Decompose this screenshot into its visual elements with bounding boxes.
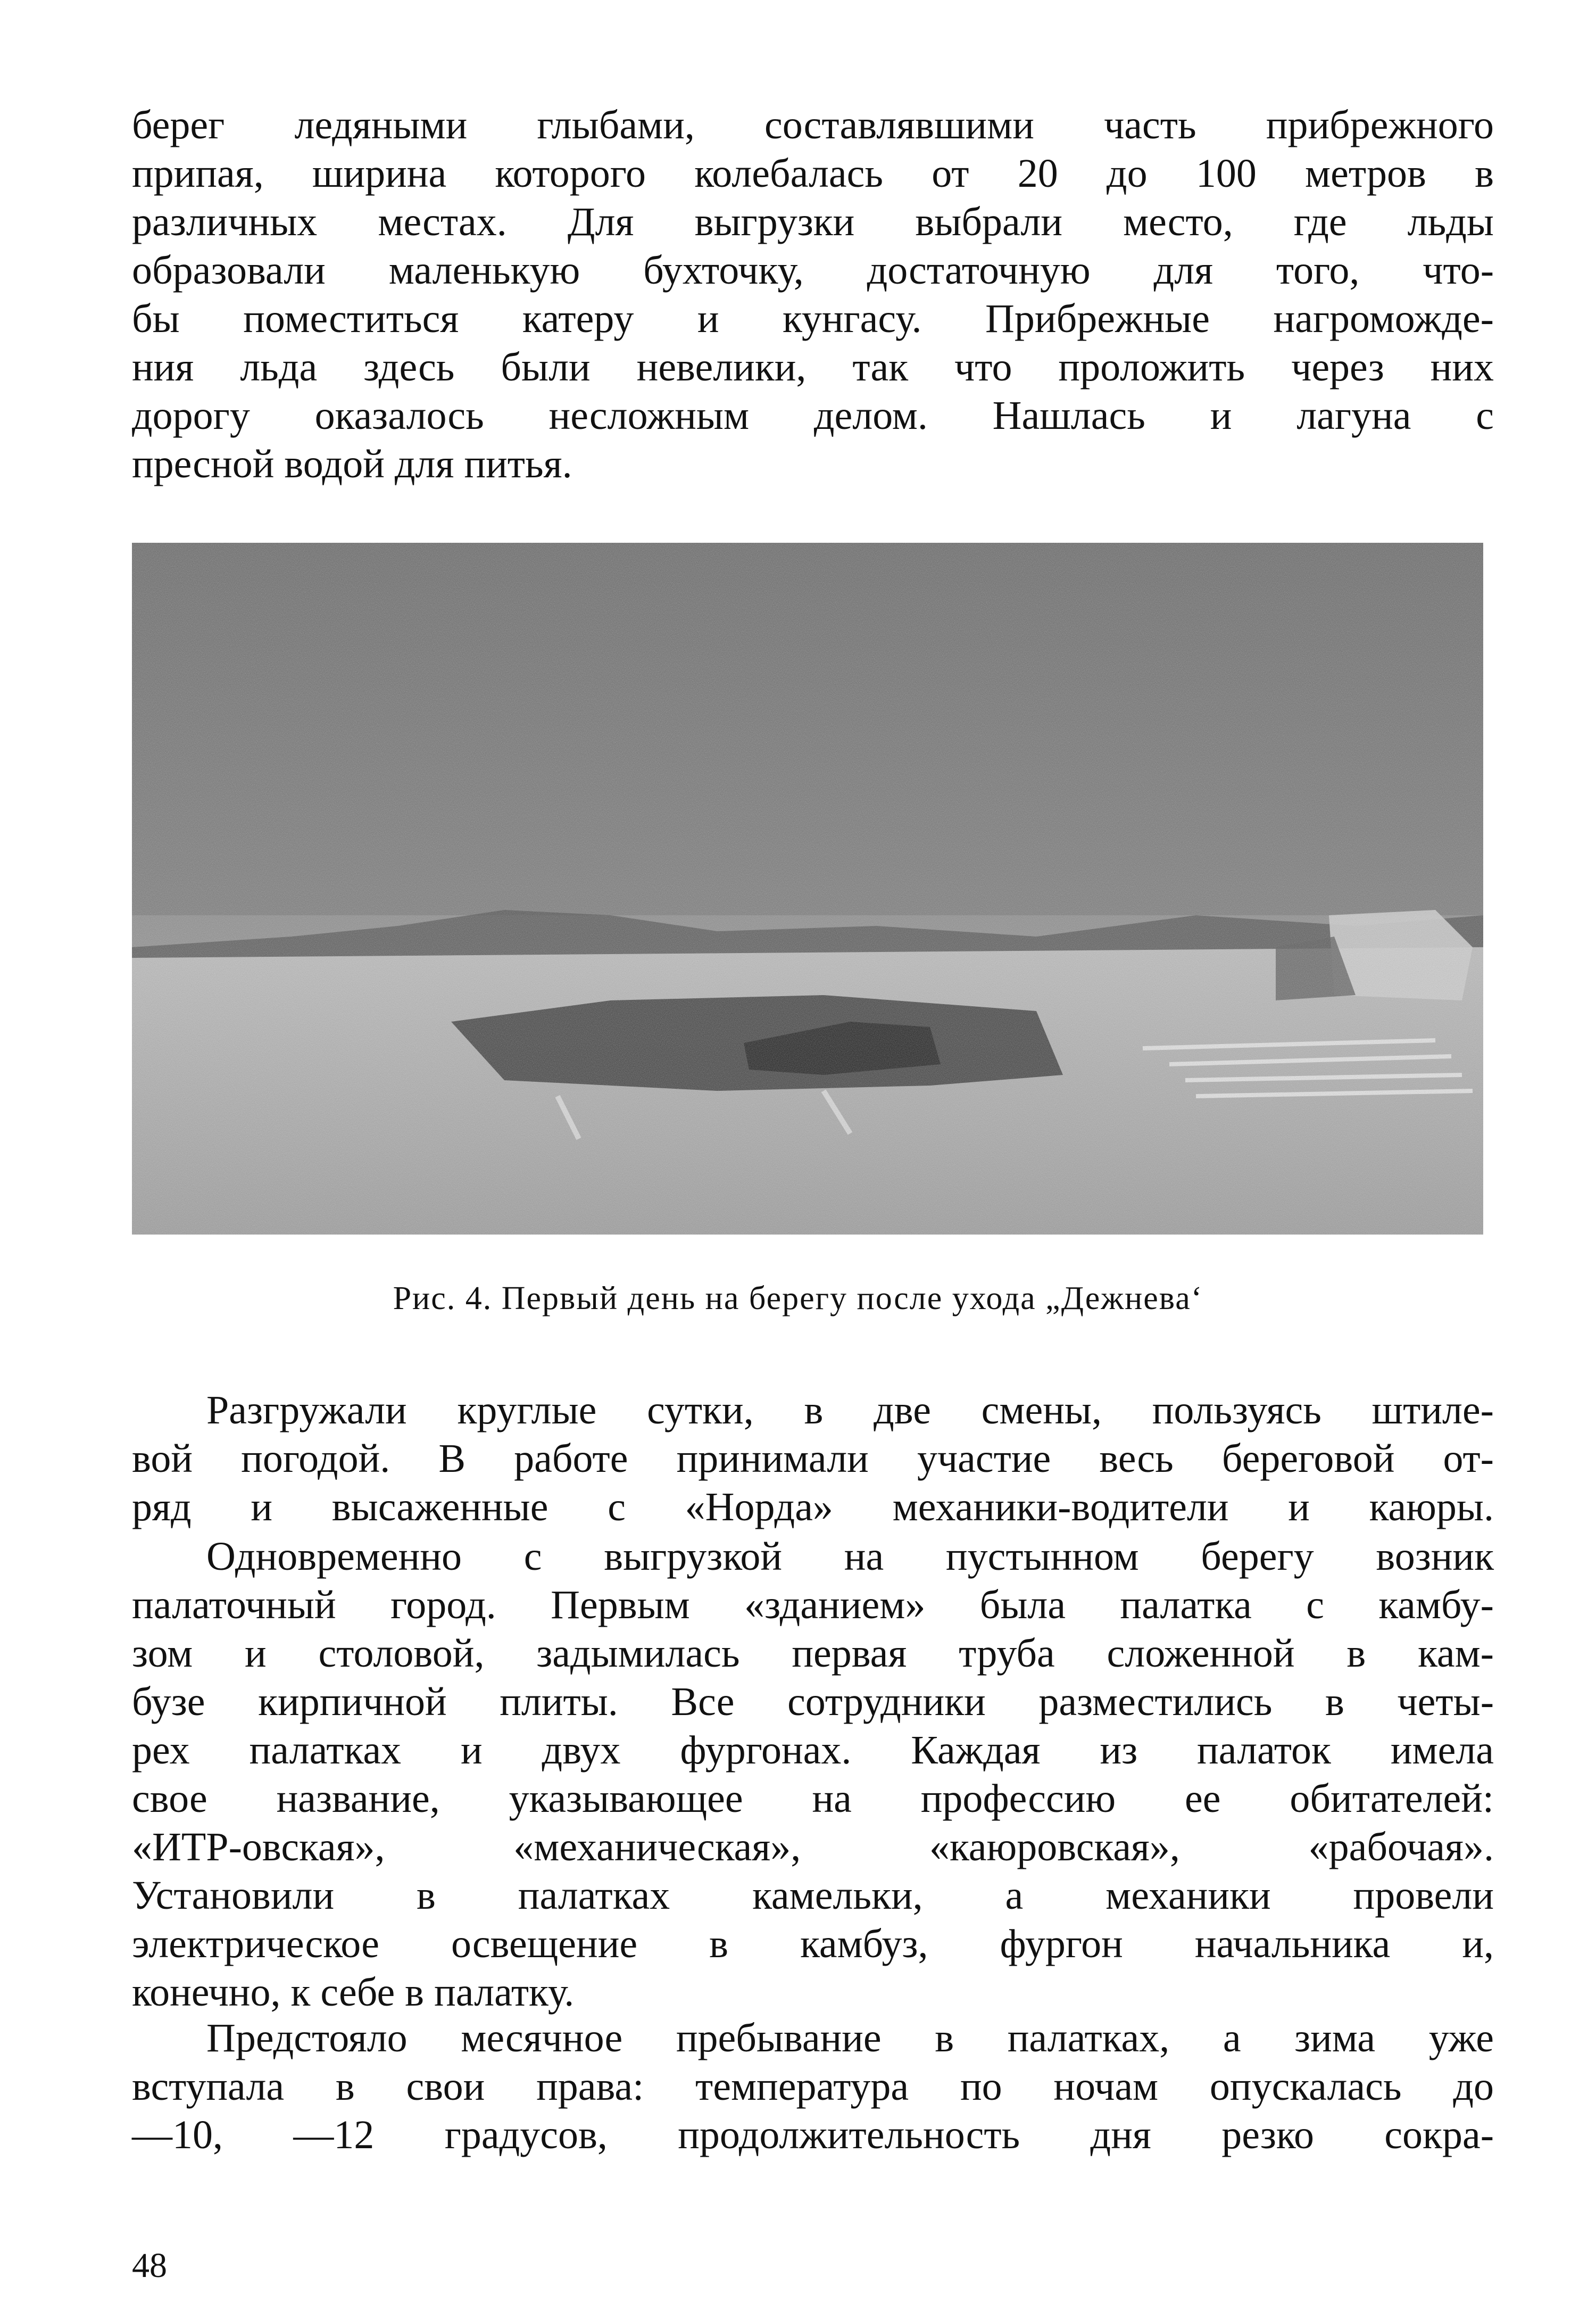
text-line: рех палатках и двух фургонах. Каждая из палаток имела: [132, 1728, 1494, 1773]
paragraph-winter: [132, 2014, 1494, 2159]
text-line: пресной водой для питья.: [132, 442, 572, 486]
text-line: палаточный город. Первым «зданием» была палатка с камбу-: [132, 1583, 1494, 1627]
text-line: —10, —12 градусов, продолжительность дня резко сокра-: [132, 2113, 1494, 2157]
text-line: дорогу оказалось несложным делом. Нашлась и лагуна с: [132, 393, 1494, 438]
text-line: Установили в палатках камельки, а механики провели: [132, 1873, 1494, 1918]
text-line: ния льда здесь были невелики, так что проложить через них: [132, 345, 1494, 390]
text-line: вступала в свои права: температура по ночам опускалась до: [132, 2064, 1494, 2109]
text-line: ряд и высаженные с «Норда» механики-водители и каюры.: [132, 1485, 1494, 1529]
paragraph-unloading: [132, 1386, 1494, 1531]
figure-photo: [132, 543, 1483, 1235]
text-line: бузе кирпичной плиты. Все сотрудники разместились в четы-: [132, 1679, 1494, 1724]
page-number: 48: [132, 2246, 167, 2285]
text-line: Предстояло месячное пребывание в палатках, а зима уже: [206, 2016, 1494, 2060]
text-line: различных местах. Для выгрузки выбрали место, где льды: [132, 200, 1494, 244]
text-line: Разгружали круглые сутки, в две смены, пользуясь штиле-: [206, 1388, 1494, 1432]
text-line: «ИТР-овская», «механическая», «каюровская», «рабочая».: [132, 1825, 1494, 1869]
figure-caption: Рис. 4. Первый день на берегу после ухода „Дежнева‘: [393, 1280, 1203, 1316]
text-line: электрическое освещение в камбуз, фургон начальника и,: [132, 1922, 1494, 1966]
text-line: конечно, к себе в палатку.: [132, 1970, 575, 2015]
text-line: вой погодой. В работе принимали участие весь береговой от-: [132, 1436, 1494, 1481]
text-line: свое название, указывающее на профессию ее обитателей:: [132, 1776, 1494, 1821]
text-line: зом и столовой, задымилась первая труба сложенной в кам-: [132, 1631, 1494, 1676]
text-line: образовали маленькую бухточку, достаточную для того, что-: [132, 248, 1494, 293]
text-line: бы поместиться катеру и кунгасу. Прибрежные нагроможде-: [132, 296, 1494, 341]
text-line: Одновременно с выгрузкой на пустынном берегу возник: [206, 1534, 1494, 1579]
text-line: припая, ширина которого колебалась от 20 до 100 метров в: [132, 151, 1494, 196]
text-line: берег ледяными глыбами, составлявшими часть прибрежного: [132, 103, 1494, 147]
paragraph-top: [132, 101, 1494, 488]
paragraph-tent-city: [132, 1533, 1494, 2017]
photo-image: [132, 543, 1483, 1235]
